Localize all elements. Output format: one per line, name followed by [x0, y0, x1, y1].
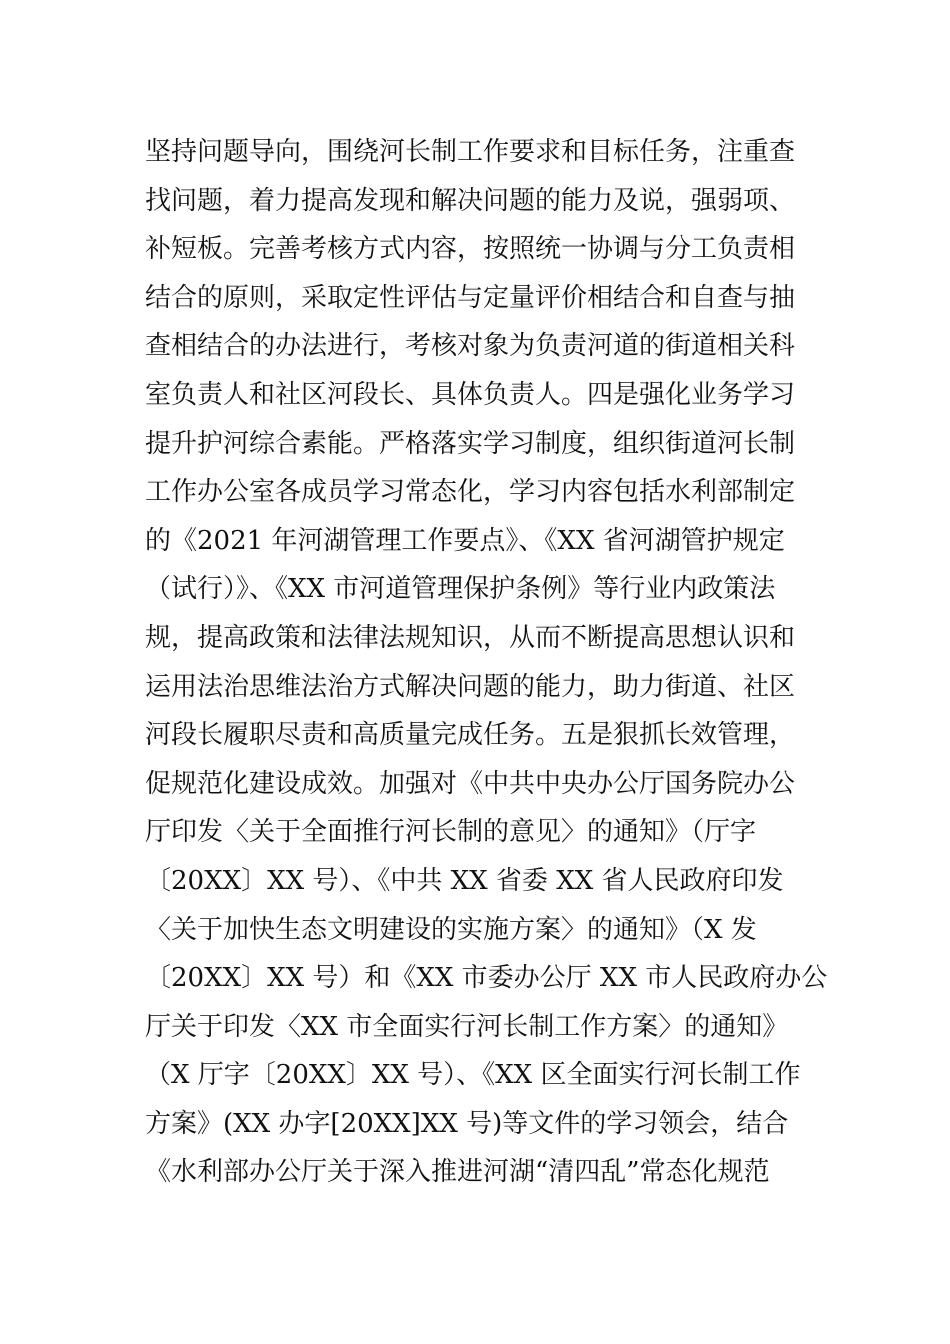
- text-line: 方案》(XX 办字[20XX]XX 号)等文件的学习领会，结合: [145, 1108, 789, 1139]
- text-line: （X 厅字〔20XX〕XX 号）、《XX 区全面实行河长制工作: [145, 1060, 801, 1091]
- text-line: 坚持问题导向，围绕河长制工作要求和目标任务，注重查: [145, 137, 796, 167]
- text-line: 《水利部办公厅关于深入推进河湖“清四乱”常态化规范: [145, 1157, 770, 1188]
- text-line: 找问题，着力提高发现和解决问题的能力及说，强弱项、: [145, 185, 796, 216]
- text-line: 厅关于印发〈XX 市全面实行河长制工作方案〉的通知》: [145, 1011, 789, 1042]
- text-line: 〔20XX〕XX 号）、《中共 XX 省委 XX 省人民政府印发: [145, 865, 784, 896]
- text-line: （试行）》、《XX 市河道管理保护条例》等行业内政策法: [145, 574, 776, 605]
- text-line: 〈关于加快生态文明建设的实施方案〉的通知》（X 发: [145, 914, 757, 945]
- text-line: 查相结合的办法进行，考核对象为负责河道的街道相关科: [145, 331, 796, 362]
- body-paragraph: [145, 128, 828, 1197]
- text-line: 规，提高政策和法律法规知识，从而不断提高思想认识和: [145, 622, 796, 653]
- text-line: 室负责人和社区河段长、具体负责人。四是强化业务学习: [145, 379, 796, 410]
- text-line: 促规范化建设成效。加强对《中共中央办公厅国务院办公: [145, 768, 796, 799]
- text-line: 工作办公室各成员学习常态化，学习内容包括水利部制定: [145, 477, 796, 508]
- text-line: 提升护河综合素能。严格落实学习制度，组织街道河长制: [145, 428, 796, 459]
- text-line: 厅印发〈关于全面推行河长制的意见〉的通知》（厅字: [145, 817, 757, 848]
- text-line: 的《2021 年河湖管理工作要点》、《XX 省河湖管护规定: [145, 525, 785, 556]
- text-line: 河段长履职尽责和高质量完成任务。五是狠抓长效管理，: [145, 720, 796, 751]
- text-line: 补短板。完善考核方式内容，按照统一协调与分工负责相: [145, 234, 796, 265]
- text-line: 运用法治思维法治方式解决问题的能力，助力街道、社区: [145, 671, 796, 702]
- text-line: 〔20XX〕XX 号）和《XX 市委办公厅 XX 市人民政府办公: [145, 963, 828, 994]
- text-line: 结合的原则，采取定性评估与定量评价相结合和自查与抽: [145, 282, 796, 313]
